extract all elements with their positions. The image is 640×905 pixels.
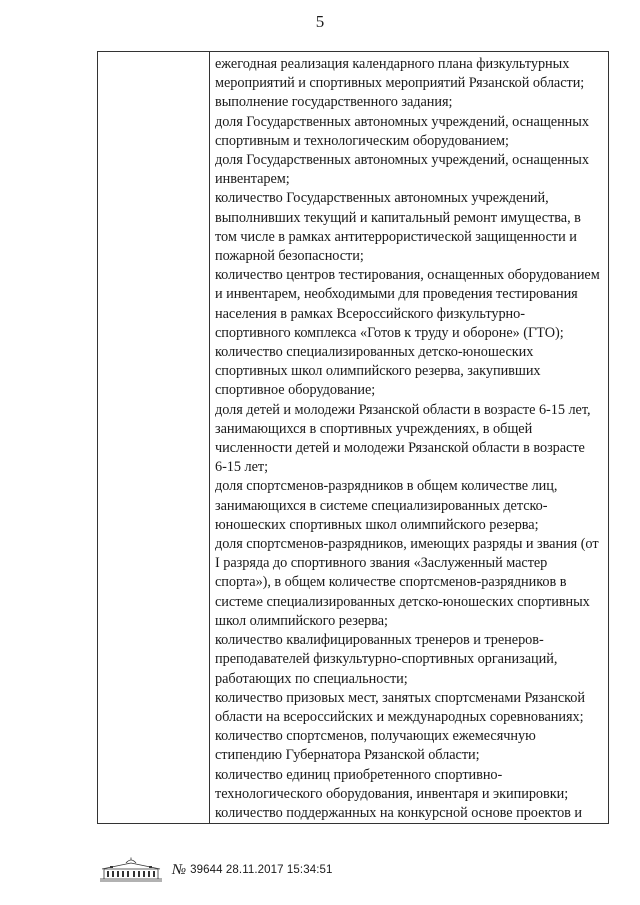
indicator-line: и инвентарем, необходимыми для проведения тестирования <box>215 286 578 303</box>
indicator-line: доля спортсменов-разрядников, имеющих разряды и звания (от <box>215 536 599 553</box>
indicator-line: инвентарем; <box>215 171 290 188</box>
indicator-line: спортивного комплекса «Готов к труду и обороне» (ГТО); <box>215 324 564 341</box>
indicator-line: доля спортсменов-разрядников в общем количестве лиц, <box>215 478 558 495</box>
indicator-line: занимающихся в системе специализированных детско- <box>215 497 548 514</box>
indicator-line: 6-15 лет; <box>215 459 269 476</box>
indicator-line: доля Государственных автономных учреждений, оснащенных <box>215 113 589 130</box>
indicator-line: численности детей и молодежи Рязанской области в возрасте <box>215 440 585 457</box>
indicator-line: количество центров тестирования, оснащенных оборудованием <box>215 267 600 284</box>
page-number: 5 <box>315 12 325 31</box>
indicator-line: спорта»), в общем количестве спортсменов-разрядников в <box>215 574 567 591</box>
indicator-line: количество призовых мест, занятых спортсменами Рязанской <box>215 689 586 706</box>
indicator-line: количество поддержанных на конкурсной основе проектов и <box>215 804 583 821</box>
indicator-line: юношеских спортивных школ олимпийского резерва; <box>215 516 539 533</box>
indicator-line: технологического оборудования, инвентаря и экипировки; <box>215 785 569 802</box>
government-building-seal-icon <box>96 857 166 883</box>
indicator-line: ежегодная реализация календарного плана физкультурных <box>215 56 570 72</box>
table-indicators-cell <box>210 52 608 823</box>
number-mark: № <box>172 861 187 878</box>
table-left-cell <box>98 52 210 823</box>
indicator-line: том числе в рамках антитеррористической защищенности и <box>215 228 577 245</box>
registration-stamp: 39644 28.11.2017 15:34:51 <box>190 864 333 876</box>
indicator-line: доля детей и молодежи Рязанской области в возрасте 6-15 лет, <box>215 401 591 418</box>
indicator-line: занимающихся в спортивных учреждениях, в общей <box>215 420 533 437</box>
indicator-line: школ олимпийского резерва; <box>215 612 388 629</box>
indicator-line: спортивное оборудование; <box>215 382 376 399</box>
indicator-line: количество специализированных детско-юношеских <box>215 344 534 361</box>
indicator-line: работающих по специальности; <box>215 670 408 687</box>
indicators-table <box>97 51 609 824</box>
indicator-line: выполнение государственного задания; <box>215 94 453 111</box>
registration-footer <box>96 857 333 883</box>
indicator-line: системе специализированных детско-юношеских спортивных <box>215 593 590 610</box>
indicator-line: количество единиц приобретенного спортивно- <box>215 766 503 783</box>
indicator-line: стипендию Губернатора Рязанской области; <box>215 747 480 764</box>
indicator-line: спортивных школ олимпийского резерва, закупивших <box>215 363 541 380</box>
indicator-line: количество Государственных автономных учреждений, <box>215 190 549 207</box>
indicator-line: доля Государственных автономных учреждений, оснащенных <box>215 152 589 169</box>
indicator-line: области на всероссийских и международных соревнованиях; <box>215 708 584 725</box>
indicator-line: мероприятий и спортивных мероприятий Рязанской области; <box>215 75 585 92</box>
indicator-line: I разряда до спортивного звания «Заслуженный мастер <box>215 555 548 572</box>
indicator-line: преподавателей физкультурно-спортивных организаций, <box>215 651 558 668</box>
indicator-line: пожарной безопасности; <box>215 248 364 265</box>
indicator-line: населения в рамках Всероссийского физкультурно- <box>215 305 525 322</box>
indicator-line: спортивным и технологическим оборудованием; <box>215 132 509 149</box>
indicator-line: количество спортсменов, получающих ежемесячную <box>215 728 536 745</box>
indicator-line: выполнивших текущий и капитальный ремонт имущества, в <box>215 209 581 226</box>
indicator-line: количество квалифицированных тренеров и тренеров- <box>215 632 544 649</box>
